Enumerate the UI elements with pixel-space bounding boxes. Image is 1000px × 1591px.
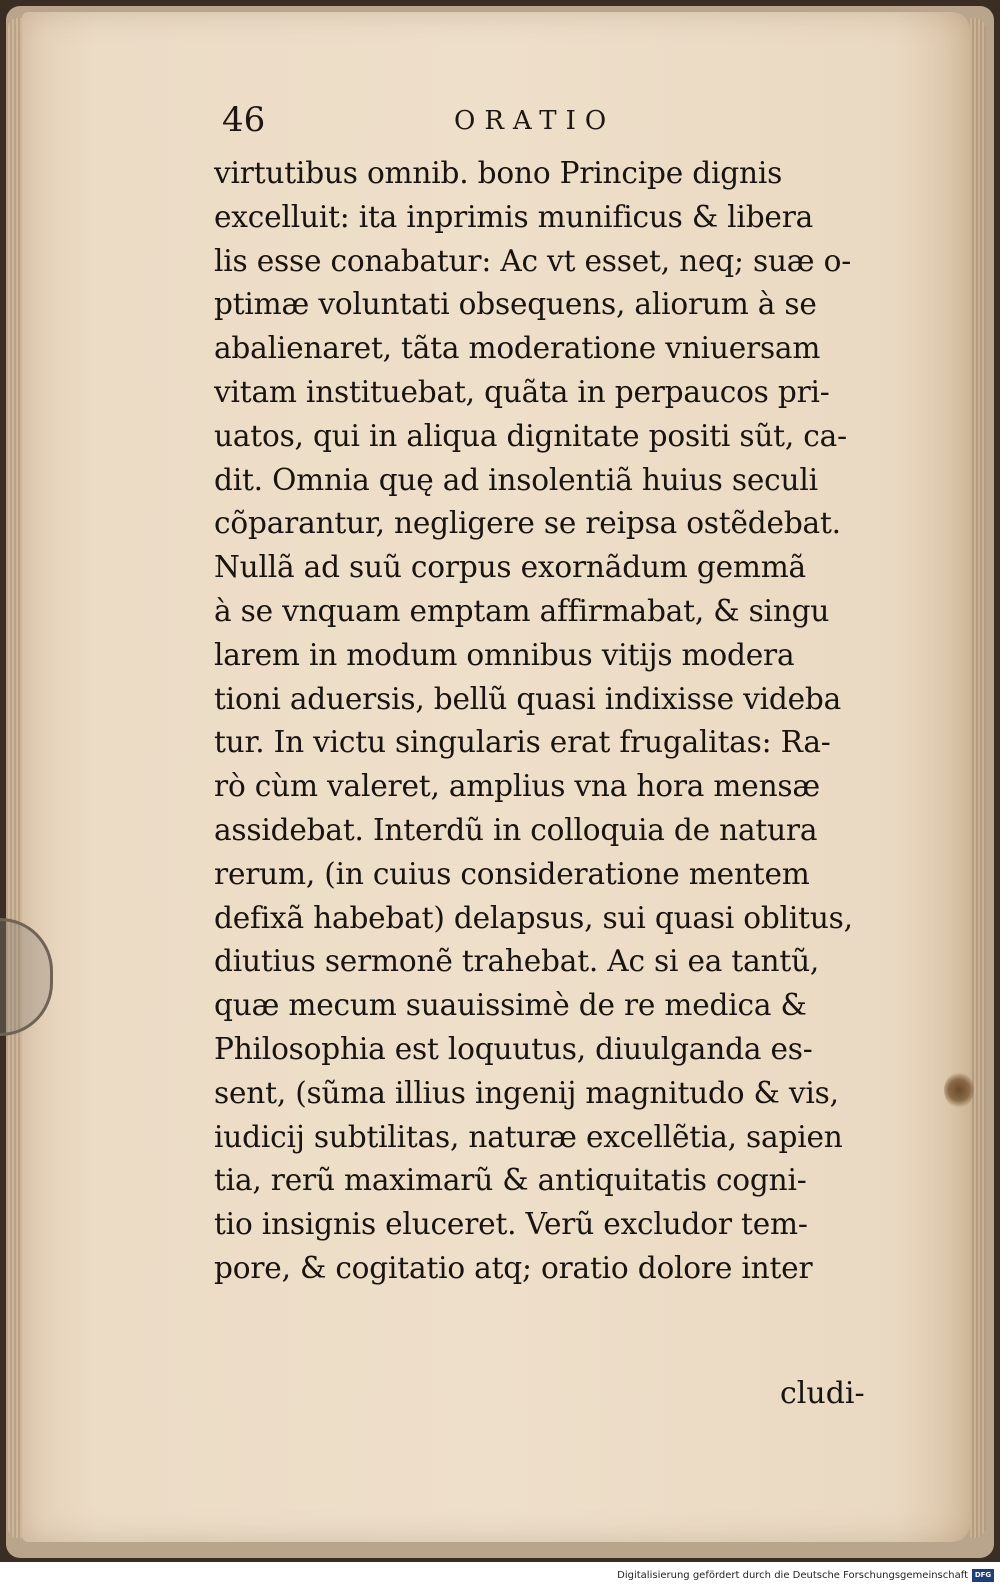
text-line: tio insignis eluceret. Verũ excludor tem- bbox=[214, 1207, 808, 1243]
right-page-edges bbox=[970, 18, 986, 1538]
text-line: ptimæ voluntati obsequens, aliorum à se bbox=[214, 287, 817, 323]
page-number: 46 bbox=[222, 100, 266, 140]
text-line: rerum, (in cuius consideratione mentem bbox=[214, 856, 810, 892]
text-line: defixã habebat) delapsus, sui quasi oblitus, bbox=[214, 900, 853, 936]
text-line: cõparantur, negligere se reipsa ostẽdebat. bbox=[214, 506, 841, 542]
text-line: sent, (sũma illius ingenij magnitudo & vis, bbox=[214, 1075, 839, 1111]
text-line: iudicij subtilitas, naturæ excellẽtia, sapien bbox=[214, 1119, 843, 1155]
text-line: uatos, qui in aliqua dignitate positi sũt, ca- bbox=[214, 418, 847, 454]
text-line: pore, & cogitatio atq; oratio dolore inter bbox=[214, 1250, 813, 1286]
dfg-logo-icon: DFG bbox=[972, 1569, 994, 1582]
text-line: tur. In victu singularis erat frugalitas: Ra- bbox=[214, 725, 831, 761]
text-line: vitam instituebat, quãta in perpaucos pri- bbox=[214, 374, 830, 410]
text-line: diutius sermonẽ trahebat. Ac si ea tantũ, bbox=[214, 944, 820, 980]
text-line: lis esse conabatur: Ac vt esset, neq; suæ o- bbox=[214, 243, 852, 279]
body-text bbox=[214, 152, 914, 1291]
text-line: abalienaret, tãta moderatione vniuersam bbox=[214, 331, 821, 367]
text-line: virtutibus omnib. bono Principe dignis bbox=[214, 156, 783, 191]
text-line: tioni aduersis, bellũ quasi indixisse videba bbox=[214, 681, 842, 717]
text-line: rò cùm valeret, amplius vna hora mensæ bbox=[214, 769, 821, 805]
footer-bar bbox=[0, 1562, 1000, 1591]
text-line: à se vnquam emptam affirmabat, & singu bbox=[214, 593, 830, 629]
text-line: tia, rerũ maximarũ & antiquitatis cogni- bbox=[214, 1163, 807, 1199]
running-title: ORATIO bbox=[454, 106, 616, 136]
text-line: quæ mecum suauissimè de re medica & bbox=[214, 988, 807, 1024]
catchword: cludi- bbox=[780, 1376, 865, 1411]
text-line: Philosophia est loquutus, diuulganda es- bbox=[214, 1031, 813, 1067]
text-line: dit. Omnia quę ad insolentiã huius seculi bbox=[214, 462, 818, 498]
text-line: excelluit: ita inprimis munificus & libera bbox=[214, 199, 814, 235]
text-line: assidebat. Interdũ in colloquia de natura bbox=[214, 812, 818, 848]
text-line: larem in modum omnibus vitijs modera bbox=[214, 637, 795, 673]
ink-stain bbox=[944, 1072, 974, 1108]
page-header bbox=[222, 100, 922, 148]
text-line: Nullã ad suũ corpus exornãdum gemmã bbox=[214, 550, 806, 586]
funding-credit: Digitalisierung gefördert durch die Deutsche Forschungsgemeinschaft bbox=[617, 1570, 968, 1581]
